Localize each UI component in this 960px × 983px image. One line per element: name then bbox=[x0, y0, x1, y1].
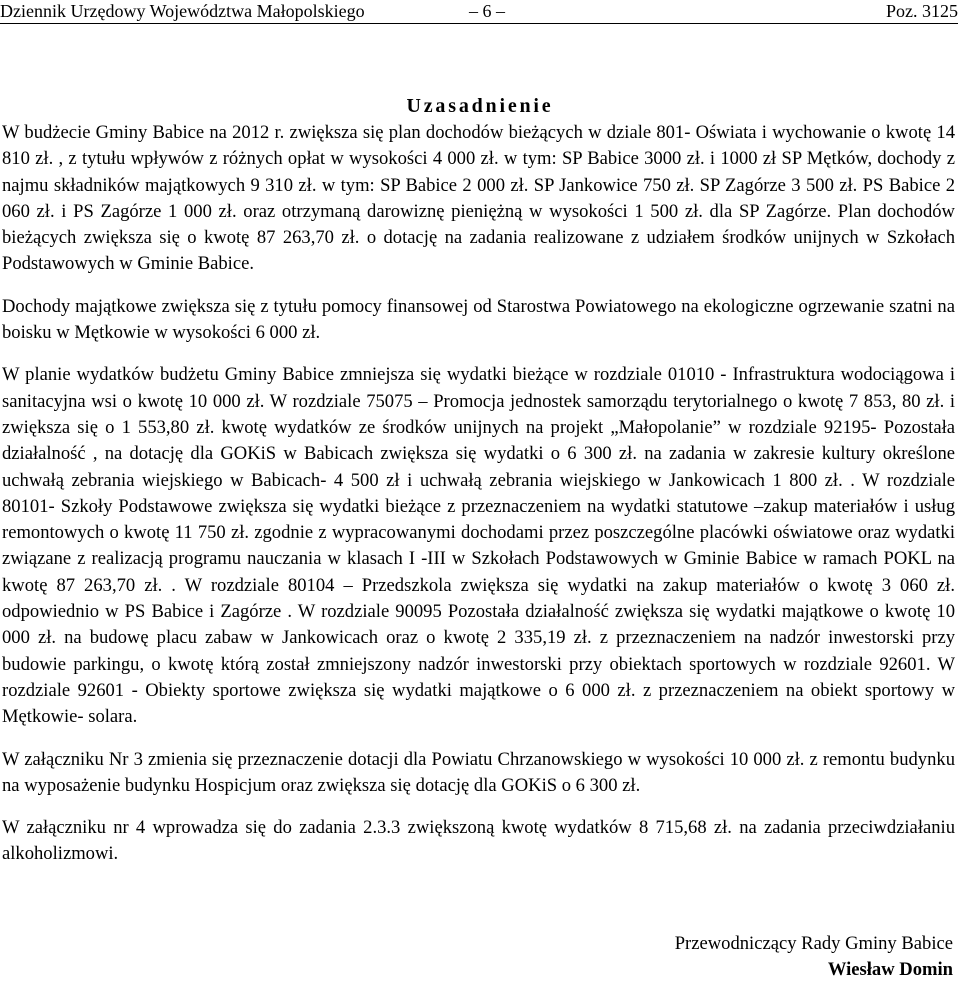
paragraph-revenue-capital: Dochody majątkowe zwiększa się z tytułu pomocy finansowej od Starostwa Powiatowego na ekologiczne ogrzewanie szatni na boisku w Mętkowie w wysokości 6 000 zł. bbox=[2, 295, 955, 344]
signature-role: Przewodniczący Rady Gminy Babice bbox=[674, 933, 953, 954]
journal-title: Dziennik Urzędowy Województwa Małopolskiego bbox=[0, 1, 365, 21]
signature-name: Wiesław Domin bbox=[827, 959, 953, 980]
page-number: – 6 – bbox=[469, 1, 505, 21]
position-number: Poz. 3125 bbox=[886, 1, 958, 21]
document-title: Uzasadnienie bbox=[406, 95, 554, 117]
paragraph-attachment-3: W załączniku Nr 3 zmienia się przeznaczenie dotacji dla Powiatu Chrzanowskiego w wysokości 10 000 zł. z remontu budynku na wyposażenie budynku Hospicjum oraz zwiększa się dotację dla GOKiS o 6 300 zł. bbox=[2, 748, 955, 796]
paragraph-attachment-4: W załączniku nr 4 wprowadza się do zadania 2.3.3 zwiększoną kwotę wydatków 8 715,68 zł. na zadania przeciwdziałaniu alkoholizmowi. bbox=[2, 817, 955, 865]
document-body bbox=[2, 120, 955, 884]
page-header bbox=[0, 0, 960, 24]
signature-block bbox=[675, 931, 953, 983]
paragraph-expenditures: W planie wydatków budżetu Gminy Babice zmniejsza się wydatki bieżące w rozdziale 01010 - Infrastruktura wodociągowa i sanitacyjna wsi o kwotę 10 000 zł. W rozdziale 75075 – Promocja jednostek samorządu terytorialnego o kwotę 7 853, 80 zł. i zwiększa się o 1 553,80 zł. kwotę wydatków ze środków unijnych na projekt „Małopolanie” w rozdziale 92195- Pozostała działalność , na dotację dla GOKiS w Babicach zwiększa się wydatki o 6 300 zł. na zadania w zakresie kultury określone uchwałą zebrania wiejskiego w Babicach- 4 500 zł i uchwałą zebrania wiejskiego w Jankowicach 1 800 zł. . W rozdziale 80101- Szkoły Podstawowe zwiększa się wydatki bieżące z przeznaczeniem na wydatki statutowe –zakup materiałów i usług remontowych o kwotę 11 750 zł. zgodnie z wypracowanymi dochodami przez poszczególne placówki oświatowe oraz wydatki związane z realizacją programu nauczania w klasach I -III w Szkołach Podstawowych w Gminie Babice w ramach POKL na kwotę 87 263,70 zł. . W rozdziale 80104 – Przedszkola zwiększa się wydatki na zakup materiałów o kwotę 3 060 zł. odpowiednio w PS Babice i Zagórze . W rozdziale 90095 Pozostała działalność zwiększa się wydatki majątkowe o kwotę 10 000 zł. na budowę placu zabaw w Jankowicach oraz o kwotę 2 335,19 zł. z przeznaczeniem na nadzór inwestorski przy budowie parkingu, o kwotę którą został zmniejszony nadzór inwestorski przy obiektach sportowych w rozdziale 92601. W rozdziale 92601 - Obiekty sportowe zwiększa się wydatki majątkowe o 6 000 zł. z przeznaczeniem na obiekt sportowy w Mętkowie- solara. bbox=[2, 364, 955, 728]
paragraph-revenue-current: W budżecie Gminy Babice na 2012 r. zwiększa się plan dochodów bieżących w dziale 801- Oświata i wychowanie o kwotę 14 810 zł. , z tytułu wpływów z różnych opłat w wysokości 4 000 zł. w tym: SP Babice 3000 zł. i 1000 zł SP Mętków, dochody z najmu składników majątkowych 9 310 zł. w tym: SP Babice 2 000 zł. SP Jankowice 750 zł. SP Zagórze 3 500 zł. PS Babice 2 060 zł. i PS Zagórze 1 000 zł. oraz otrzymaną darowiznę pieniężną w wysokości 1 500 zł. dla SP Zagórze. Plan dochodów bieżących zwiększa się o kwotę 87 263,70 zł. o dotację na zadania realizowane z udziałem środków unijnych w Szkołach Podstawowych w Gminie Babice. bbox=[2, 122, 955, 275]
header-divider bbox=[0, 23, 958, 24]
